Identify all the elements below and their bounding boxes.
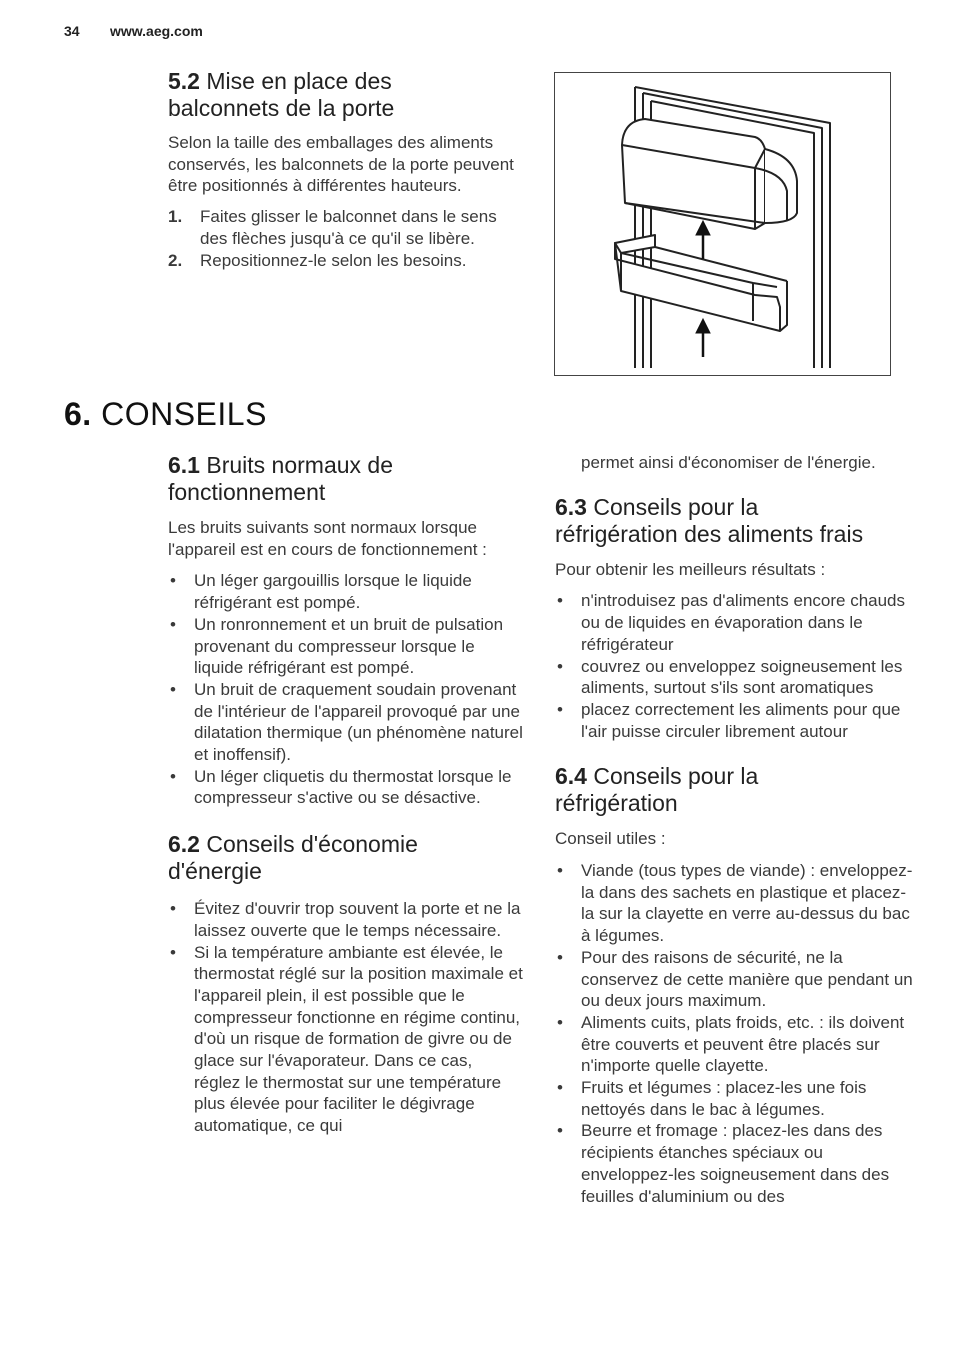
list-item: • Viande (tous types de viande) : enveloppez-la dans des sachets en plastique et placez-la sur la clayette en verre au-dessus du bac à légumes.	[555, 860, 913, 947]
list-item: • couvrez ou enveloppez soigneusement les aliments, surtout s'ils sont aromatiques	[555, 656, 913, 699]
list-item: • Aliments cuits, plats froids, etc. : ils doivent être couverts et peuvent être placés sur n'importe quelle clayette.	[555, 1012, 913, 1077]
title-line: balconnets de la porte	[168, 95, 395, 121]
website-link: www.aeg.com	[110, 23, 203, 39]
section-5-2-intro: Selon la taille des emballages des aliments conservés, les balconnets de la porte peuvent être positionnés à différentes hauteurs.	[168, 133, 514, 196]
step-item	[168, 206, 518, 249]
step-text: Faites glisser le balconnet dans le sens des flèches jusqu'à ce qu'il se libère.	[200, 207, 497, 248]
list-item: • Beurre et fromage : placez-les dans des récipients étanches spéciaux ou enveloppez-les soigneusement dans des feuilles d'aluminium ou des	[555, 1120, 913, 1207]
step-text: Repositionnez-le selon les besoins.	[200, 250, 467, 270]
section-6-1-list	[168, 570, 523, 809]
chapter-number: 6.	[64, 396, 92, 432]
list-item: • n'introduisez pas d'aliments encore chauds ou de liquides en évaporation dans le réfrigérateur	[555, 590, 913, 655]
section-number: 6.4	[555, 763, 587, 790]
section-number: 5.2	[168, 68, 200, 94]
section-5-2-title	[168, 68, 518, 122]
title-line: réfrigération	[555, 790, 678, 817]
door-shelf-drawing	[555, 73, 890, 375]
step-item	[168, 250, 518, 272]
list-item: • Un ronronnement et un bruit de pulsation provenant du compresseur lorsque le liquide réfrigérant est pompé.	[168, 614, 523, 679]
section-number: 6.2	[168, 831, 200, 858]
title-line: Conseils pour la	[593, 493, 759, 520]
section-6-2-continuation: permet ainsi d'économiser de l'énergie.	[581, 453, 876, 472]
title-line: d'énergie	[168, 858, 262, 885]
right-column	[555, 452, 913, 1207]
list-item: • Un léger gargouillis lorsque le liquide réfrigérant est pompé.	[168, 570, 523, 613]
chapter-title-text: CONSEILS	[101, 396, 267, 432]
list-item: • Un bruit de craquement soudain provenant de l'intérieur de l'appareil provoqué par une dilatation thermique (un phénomène naturel et inoffensif).	[168, 679, 523, 766]
door-balcony-illustration	[554, 72, 891, 376]
section-6-4-list	[555, 860, 913, 1207]
title-line: Mise en place des	[206, 68, 392, 94]
page-number: 34	[64, 23, 80, 39]
section-6-3-intro: Pour obtenir les meilleurs résultats :	[555, 559, 826, 579]
left-column	[168, 452, 523, 1137]
title-line: Conseils pour la	[593, 763, 759, 790]
list-item: • placez correctement les aliments pour que l'air puisse circuler librement autour	[555, 699, 913, 742]
section-5-2-steps	[168, 206, 518, 271]
title-line: fonctionnement	[168, 479, 326, 505]
section-6-2-list	[168, 898, 523, 1137]
section-5-2	[168, 68, 518, 271]
list-item: • Un léger cliquetis du thermostat lorsque le compresseur s'active ou se désactive.	[168, 766, 523, 809]
chapter-title	[64, 396, 267, 432]
section-number: 6.1	[168, 452, 200, 478]
section-6-2-title	[168, 831, 523, 885]
title-line: Conseils d'économie	[206, 831, 418, 858]
section-6-1-title	[168, 452, 523, 506]
list-item: • Si la température ambiante est élevée, le thermostat réglé sur la position maximale et l'appareil plein, il est possible que le compresseur fonctionne en régime continu, d'où un risque de formation de givre ou de glace sur l'évaporateur. Dans ce cas, réglez le thermostat sur une température plus élevée pour faciliter le dégivrage automatique, ce qui	[168, 942, 523, 1137]
title-line: Bruits normaux de	[206, 452, 394, 478]
list-item: • Évitez d'ouvrir trop souvent la porte et ne la laissez ouverte que le temps nécessaire.	[168, 898, 523, 941]
list-item: • Pour des raisons de sécurité, ne la conservez de cette manière que pendant un ou deux jours maximum.	[555, 947, 913, 1012]
section-6-4-title	[555, 763, 913, 817]
section-6-3-title	[555, 494, 913, 548]
title-line: réfrigération des aliments frais	[555, 520, 864, 547]
step-number: 1.	[168, 207, 183, 227]
section-6-3-list	[555, 590, 913, 742]
list-item: • Fruits et légumes : placez-les une fois nettoyés dans le bac à légumes.	[555, 1077, 913, 1120]
step-number: 2.	[168, 250, 183, 270]
section-6-4-intro: Conseil utiles :	[555, 829, 666, 849]
section-number: 6.3	[555, 493, 587, 520]
section-6-1-intro: Les bruits suivants sont normaux lorsque l'appareil est en cours de fonctionnement :	[168, 518, 487, 559]
